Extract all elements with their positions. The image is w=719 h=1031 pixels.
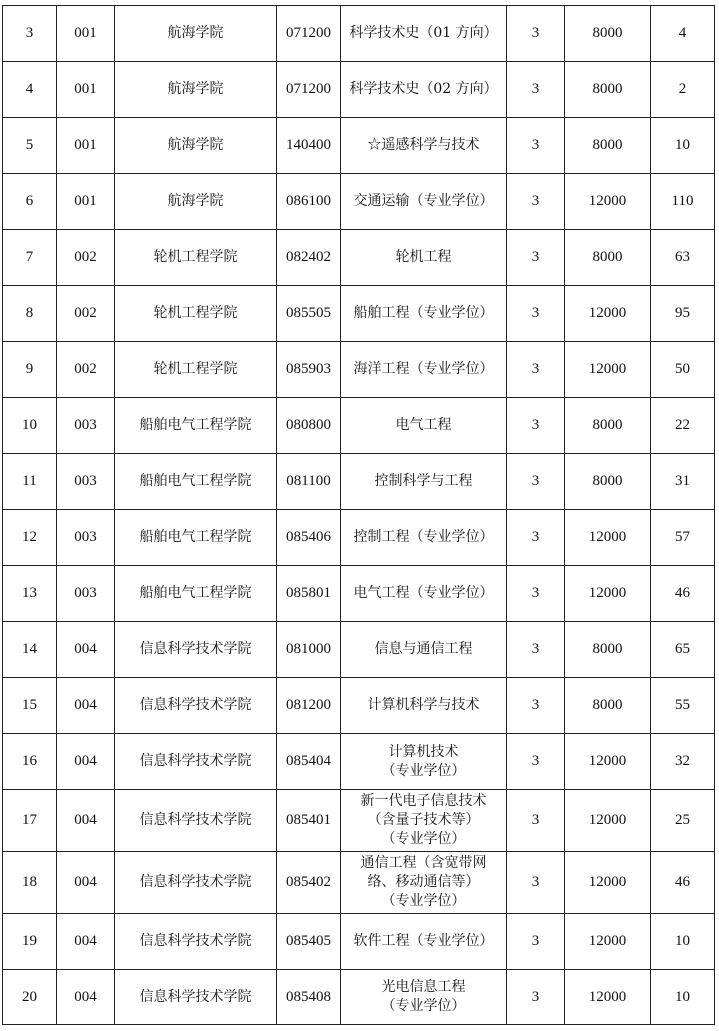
college-code-cell: 003 xyxy=(57,566,115,622)
enrollment-count-cell: 57 xyxy=(651,510,715,566)
major-name-cell xyxy=(341,230,507,286)
table-row xyxy=(3,852,715,914)
major-name-line: 交通运输（专业学位） xyxy=(353,193,494,209)
major-code-cell: 085404 xyxy=(277,734,341,790)
major-name-cell xyxy=(341,118,507,174)
college-name-cell: 轮机工程学院 xyxy=(115,342,277,398)
college-name-cell: 轮机工程学院 xyxy=(115,230,277,286)
college-name-cell: 船舶电气工程学院 xyxy=(115,510,277,566)
table-row xyxy=(3,174,715,230)
seq-cell: 16 xyxy=(3,734,57,790)
seq-cell: 9 xyxy=(3,342,57,398)
enrollment-count-cell: 32 xyxy=(651,734,715,790)
college-name-cell: 信息科学技术学院 xyxy=(115,970,277,1025)
tuition-cell: 8000 xyxy=(565,454,651,510)
years-cell: 3 xyxy=(507,454,565,510)
years-cell: 3 xyxy=(507,510,565,566)
table-body xyxy=(3,6,715,1025)
major-code-cell: 085505 xyxy=(277,286,341,342)
enrollment-count-cell: 22 xyxy=(651,398,715,454)
major-name-line: 科学技术史（01 方向） xyxy=(349,25,498,41)
table-row xyxy=(3,678,715,734)
college-name-cell: 信息科学技术学院 xyxy=(115,790,277,852)
years-cell: 3 xyxy=(507,118,565,174)
tuition-cell: 8000 xyxy=(565,230,651,286)
enrollment-count-cell: 55 xyxy=(651,678,715,734)
seq-cell: 11 xyxy=(3,454,57,510)
college-code-cell: 003 xyxy=(57,510,115,566)
major-name-cell xyxy=(341,678,507,734)
major-code-cell: 086100 xyxy=(277,174,341,230)
college-name-cell: 轮机工程学院 xyxy=(115,286,277,342)
college-code-cell: 003 xyxy=(57,454,115,510)
major-name-cell xyxy=(341,914,507,970)
seq-cell: 7 xyxy=(3,230,57,286)
tuition-cell: 8000 xyxy=(565,622,651,678)
major-name-cell xyxy=(341,174,507,230)
seq-cell: 18 xyxy=(3,852,57,914)
seq-cell: 14 xyxy=(3,622,57,678)
major-code-cell: 081000 xyxy=(277,622,341,678)
table-row xyxy=(3,6,715,62)
seq-cell: 3 xyxy=(3,6,57,62)
college-name-cell: 航海学院 xyxy=(115,62,277,118)
major-name-line: 计算机科学与技术 xyxy=(367,697,480,713)
college-code-cell: 004 xyxy=(57,734,115,790)
major-code-cell: 081200 xyxy=(277,678,341,734)
major-name-cell xyxy=(341,566,507,622)
tuition-cell: 12000 xyxy=(565,510,651,566)
years-cell: 3 xyxy=(507,230,565,286)
table-row xyxy=(3,286,715,342)
major-name-cell xyxy=(341,454,507,510)
college-code-cell: 001 xyxy=(57,6,115,62)
tuition-cell: 12000 xyxy=(565,286,651,342)
college-name-cell: 信息科学技术学院 xyxy=(115,852,277,914)
years-cell: 3 xyxy=(507,970,565,1025)
enrollment-count-cell: 46 xyxy=(651,566,715,622)
table-row xyxy=(3,566,715,622)
major-name-cell xyxy=(341,286,507,342)
tuition-cell: 8000 xyxy=(565,6,651,62)
years-cell: 3 xyxy=(507,852,565,914)
major-code-cell: 085405 xyxy=(277,914,341,970)
major-name-cell xyxy=(341,342,507,398)
seq-cell: 13 xyxy=(3,566,57,622)
enrollment-count-cell: 110 xyxy=(651,174,715,230)
enrollment-count-cell: 63 xyxy=(651,230,715,286)
tuition-cell: 12000 xyxy=(565,342,651,398)
table-row xyxy=(3,342,715,398)
college-name-cell: 信息科学技术学院 xyxy=(115,734,277,790)
tuition-cell: 12000 xyxy=(565,734,651,790)
enrollment-count-cell: 2 xyxy=(651,62,715,118)
college-code-cell: 004 xyxy=(57,970,115,1025)
seq-cell: 8 xyxy=(3,286,57,342)
major-code-cell: 085401 xyxy=(277,790,341,852)
years-cell: 3 xyxy=(507,914,565,970)
major-code-cell: 071200 xyxy=(277,6,341,62)
major-name-line: 电气工程 xyxy=(395,417,452,433)
college-code-cell: 002 xyxy=(57,342,115,398)
table-row xyxy=(3,790,715,852)
major-name-line: （专业学位） xyxy=(381,831,466,847)
college-code-cell: 002 xyxy=(57,230,115,286)
major-name-line: （专业学位） xyxy=(381,998,466,1014)
enrollment-table xyxy=(2,5,715,1025)
college-code-cell: 001 xyxy=(57,118,115,174)
major-code-cell: 085408 xyxy=(277,970,341,1025)
seq-cell: 17 xyxy=(3,790,57,852)
college-code-cell: 002 xyxy=(57,286,115,342)
college-code-cell: 001 xyxy=(57,62,115,118)
years-cell: 3 xyxy=(507,566,565,622)
major-name-cell xyxy=(341,790,507,852)
major-name-line: 计算机技术 xyxy=(388,743,459,760)
years-cell: 3 xyxy=(507,62,565,118)
major-name-line: 软件工程（专业学位） xyxy=(353,933,494,949)
tuition-cell: 8000 xyxy=(565,118,651,174)
major-code-cell: 085406 xyxy=(277,510,341,566)
table-row xyxy=(3,734,715,790)
enrollment-count-cell: 10 xyxy=(651,118,715,174)
major-name-line: 通信工程（含宽带网 xyxy=(360,855,487,871)
enrollment-count-cell: 31 xyxy=(651,454,715,510)
major-name-line: 控制科学与工程 xyxy=(374,473,473,489)
enrollment-count-cell: 25 xyxy=(651,790,715,852)
major-name-line: ☆遥感科学与技术 xyxy=(367,137,480,153)
seq-cell: 6 xyxy=(3,174,57,230)
major-name-cell xyxy=(341,622,507,678)
tuition-cell: 12000 xyxy=(565,790,651,852)
major-name-line: 光电信息工程 xyxy=(381,979,466,995)
seq-cell: 4 xyxy=(3,62,57,118)
years-cell: 3 xyxy=(507,342,565,398)
table-row xyxy=(3,914,715,970)
major-name-cell xyxy=(341,62,507,118)
major-name-line: 科学技术史（02 方向） xyxy=(349,81,498,97)
major-code-cell: 085801 xyxy=(277,566,341,622)
college-code-cell: 004 xyxy=(57,622,115,678)
major-name-cell xyxy=(341,852,507,914)
major-name-cell xyxy=(341,970,507,1025)
major-name-cell xyxy=(341,734,507,790)
enrollment-count-cell: 95 xyxy=(651,286,715,342)
years-cell: 3 xyxy=(507,174,565,230)
college-code-cell: 004 xyxy=(57,678,115,734)
seq-cell: 5 xyxy=(3,118,57,174)
major-name-line: 控制工程（专业学位） xyxy=(353,529,494,545)
major-code-cell: 080800 xyxy=(277,398,341,454)
college-code-cell: 004 xyxy=(57,790,115,852)
table-row xyxy=(3,398,715,454)
college-name-cell: 航海学院 xyxy=(115,6,277,62)
major-name-line: （含量子技术等） xyxy=(367,812,480,828)
seq-cell: 10 xyxy=(3,398,57,454)
major-code-cell: 082402 xyxy=(277,230,341,286)
enrollment-count-cell: 10 xyxy=(651,914,715,970)
tuition-cell: 12000 xyxy=(565,174,651,230)
enrollment-count-cell: 10 xyxy=(651,970,715,1025)
major-name-line: 轮机工程 xyxy=(395,249,452,265)
table-row xyxy=(3,230,715,286)
major-name-line: 信息与通信工程 xyxy=(374,641,473,657)
tuition-cell: 8000 xyxy=(565,678,651,734)
table-row xyxy=(3,510,715,566)
years-cell: 3 xyxy=(507,398,565,454)
major-code-cell: 085903 xyxy=(277,342,341,398)
years-cell: 3 xyxy=(507,622,565,678)
enrollment-count-cell: 50 xyxy=(651,342,715,398)
college-code-cell: 004 xyxy=(57,852,115,914)
major-name-line: 络、移动通信等） xyxy=(367,874,480,890)
major-name-cell xyxy=(341,6,507,62)
college-name-cell: 航海学院 xyxy=(115,118,277,174)
college-code-cell: 001 xyxy=(57,174,115,230)
years-cell: 3 xyxy=(507,734,565,790)
major-code-cell: 140400 xyxy=(277,118,341,174)
tuition-cell: 12000 xyxy=(565,852,651,914)
years-cell: 3 xyxy=(507,790,565,852)
seq-cell: 19 xyxy=(3,914,57,970)
college-code-cell: 004 xyxy=(57,914,115,970)
seq-cell: 12 xyxy=(3,510,57,566)
major-name-line: （专业学位） xyxy=(381,893,466,909)
seq-cell: 20 xyxy=(3,970,57,1025)
major-name-line: 海洋工程（专业学位） xyxy=(353,361,494,377)
college-code-cell: 003 xyxy=(57,398,115,454)
major-name-cell xyxy=(341,398,507,454)
college-name-cell: 船舶电气工程学院 xyxy=(115,398,277,454)
major-name-line: 船舶工程（专业学位） xyxy=(353,305,494,321)
tuition-cell: 8000 xyxy=(565,398,651,454)
table-row xyxy=(3,622,715,678)
enrollment-count-cell: 46 xyxy=(651,852,715,914)
major-name-line: 新一代电子信息技术 xyxy=(360,793,487,809)
college-name-cell: 船舶电气工程学院 xyxy=(115,566,277,622)
enrollment-count-cell: 65 xyxy=(651,622,715,678)
college-name-cell: 信息科学技术学院 xyxy=(115,914,277,970)
tuition-cell: 8000 xyxy=(565,62,651,118)
major-name-cell xyxy=(341,510,507,566)
table-row xyxy=(3,62,715,118)
tuition-cell: 12000 xyxy=(565,914,651,970)
college-name-cell: 船舶电气工程学院 xyxy=(115,454,277,510)
major-name-line: 电气工程（专业学位） xyxy=(353,585,494,601)
table-row xyxy=(3,118,715,174)
major-code-cell: 081100 xyxy=(277,454,341,510)
major-name-line: （专业学位） xyxy=(381,762,466,779)
enrollment-count-cell: 4 xyxy=(651,6,715,62)
years-cell: 3 xyxy=(507,6,565,62)
college-name-cell: 航海学院 xyxy=(115,174,277,230)
years-cell: 3 xyxy=(507,286,565,342)
major-code-cell: 071200 xyxy=(277,62,341,118)
table-row xyxy=(3,970,715,1025)
major-code-cell: 085402 xyxy=(277,852,341,914)
college-name-cell: 信息科学技术学院 xyxy=(115,678,277,734)
tuition-cell: 12000 xyxy=(565,566,651,622)
college-name-cell: 信息科学技术学院 xyxy=(115,622,277,678)
tuition-cell: 12000 xyxy=(565,970,651,1025)
seq-cell: 15 xyxy=(3,678,57,734)
years-cell: 3 xyxy=(507,678,565,734)
table-row xyxy=(3,454,715,510)
